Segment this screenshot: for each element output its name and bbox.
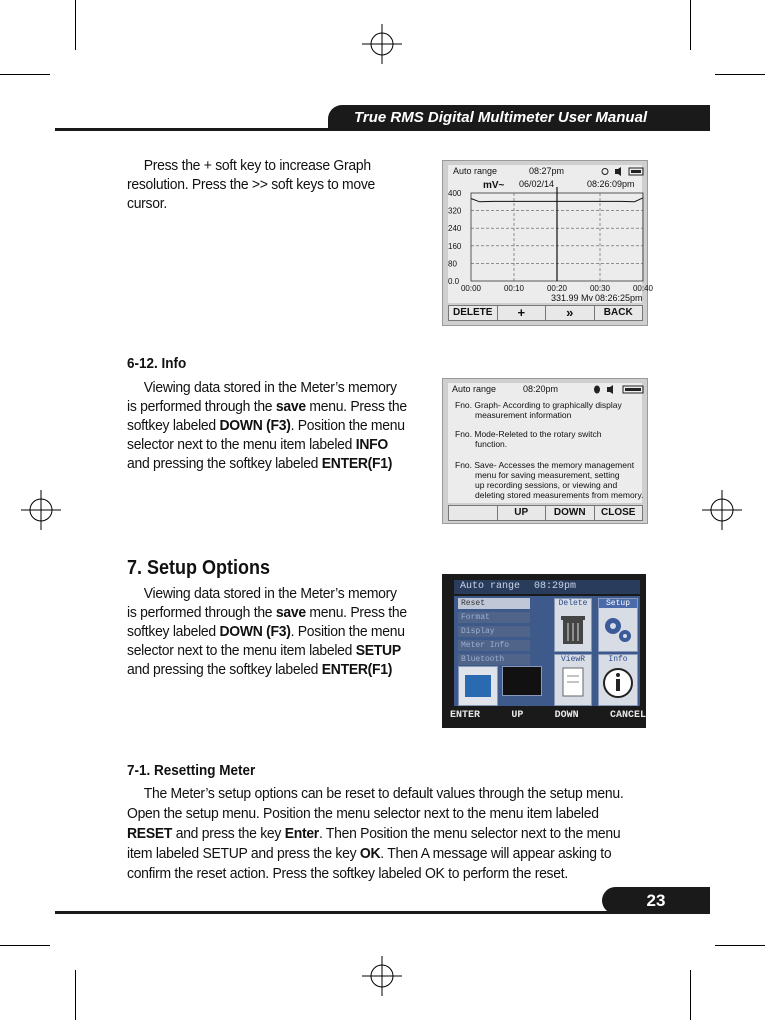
- intro-line: cursor.: [127, 195, 167, 212]
- y-tick-label: 240: [448, 224, 462, 234]
- crop-mark: [715, 945, 765, 946]
- info-line: and pressing the softkey labeled ENTER(F1): [127, 455, 393, 472]
- status-icons: [593, 385, 645, 394]
- info-text: Fno. Save- Accesses the memory management: [455, 460, 635, 470]
- tile-setup[interactable]: [598, 598, 638, 652]
- range-mode: Auto range: [452, 384, 497, 394]
- setup-paragraph: [127, 584, 434, 679]
- info-line: Viewing data stored in the Meter’s memory: [143, 379, 397, 396]
- setup-menu-list: [458, 598, 530, 665]
- tile-middle[interactable]: [502, 666, 542, 696]
- crop-mark: [0, 945, 50, 946]
- info-paragraph: [127, 378, 434, 473]
- menu-item-display[interactable]: Display: [458, 626, 530, 637]
- crop-mark: [715, 74, 765, 75]
- setup-line: and pressing the softkey labeled ENTER(F1): [127, 661, 393, 678]
- menu-item-meter-info[interactable]: Meter Info: [458, 640, 530, 651]
- menu-item-bluetooth[interactable]: Bluetooth: [458, 654, 530, 665]
- plus-softkey[interactable]: +: [497, 305, 547, 321]
- gears-icon: [599, 608, 637, 648]
- tile-delete[interactable]: [554, 598, 592, 652]
- crop-mark: [75, 970, 76, 1020]
- setup-screen-photo: [442, 574, 646, 728]
- tile-label: Info: [608, 655, 628, 664]
- next-cursor-softkey[interactable]: »: [545, 305, 595, 321]
- info-line: selector next to the menu item labeled INFO: [127, 436, 388, 453]
- setup-line: selector next to the menu item labeled SETUP: [127, 642, 401, 659]
- menu-item-format[interactable]: Format: [458, 612, 530, 623]
- tile-label: Setup: [599, 599, 637, 608]
- down-softkey[interactable]: DOWN: [545, 505, 595, 521]
- close-softkey[interactable]: CLOSE: [594, 505, 644, 521]
- running-header: True RMS Digital Multimeter User Manual: [328, 105, 710, 131]
- info-text: up recording sessions, or viewing and: [475, 480, 618, 490]
- info-icon: [599, 664, 637, 702]
- intro-paragraph: [127, 156, 425, 213]
- x-tick-label: 00:00: [460, 284, 482, 293]
- screen-time: 08:20pm: [523, 384, 559, 394]
- registration-mark-icon: [21, 490, 61, 530]
- tile-viewr[interactable]: [554, 654, 592, 706]
- registration-mark-icon: [362, 24, 402, 64]
- setup-line: softkey labeled DOWN (F3). Position the menu: [127, 623, 405, 640]
- registration-mark-icon: [362, 956, 402, 996]
- info-screen: [442, 378, 648, 524]
- up-softkey[interactable]: UP: [511, 710, 524, 721]
- crop-mark: [0, 74, 50, 75]
- x-tick-label: 00:30: [589, 284, 611, 293]
- reset-line: item labeled SETUP and press the key OK. Then A message will appear asking to: [127, 845, 612, 862]
- x-tick-label: 00:40: [632, 284, 654, 293]
- y-tick-label: 400: [448, 189, 462, 198]
- setup-line: Viewing data stored in the Meter’s memory: [143, 585, 397, 602]
- reset-paragraph: [127, 784, 648, 884]
- registration-mark-icon: [702, 490, 742, 530]
- photo-softkeys: [450, 710, 646, 724]
- tile-info[interactable]: [598, 654, 638, 706]
- y-tick-label: 320: [448, 206, 462, 216]
- reading-value: 331.99 Mv: [551, 293, 594, 303]
- screen-time: 08:27pm: [529, 166, 565, 176]
- reading-time: 08:26:25pm: [595, 293, 643, 303]
- tile-label: Delete: [558, 599, 588, 608]
- reset-line: Open the setup menu. Position the menu selector next to the menu item labeled: [127, 805, 599, 822]
- section-heading-info: 6-12. Info: [127, 355, 187, 372]
- reset-line: The Meter’s setup options can be reset to default values through the setup menu.: [143, 785, 624, 802]
- info-line: softkey labeled DOWN (F3). Position the menu: [127, 417, 405, 434]
- section-heading-setup: 7. Setup Options: [127, 557, 271, 579]
- graph-screen: [442, 160, 654, 326]
- tile-left[interactable]: [458, 666, 498, 706]
- reset-line: confirm the reset action. Press the softkey labeled OK to perform the reset.: [127, 865, 568, 882]
- graph-date: 06/02/14: [519, 179, 555, 189]
- delete-softkey[interactable]: DELETE: [448, 305, 498, 321]
- enter-softkey[interactable]: ENTER: [450, 710, 481, 721]
- reset-line: RESET and press the key Enter. Then Position the menu selector next to the menu: [127, 825, 621, 842]
- setup-line: is performed through the save menu. Press the: [127, 604, 407, 621]
- crop-mark: [75, 0, 76, 50]
- info-text: Fno. Mode-Releted to the rotary switch: [455, 429, 602, 439]
- tile-label: ViewR: [560, 655, 585, 664]
- crop-mark: [690, 0, 691, 50]
- down-softkey[interactable]: DOWN: [554, 710, 579, 721]
- info-text: Fno. Graph- According to graphically display: [455, 400, 622, 410]
- info-text: menu for saving measurement, setting: [475, 470, 620, 480]
- page-number: 23: [602, 887, 710, 914]
- info-text: function.: [475, 439, 508, 449]
- x-tick-label: 00:10: [503, 284, 525, 293]
- up-softkey[interactable]: UP: [497, 505, 547, 521]
- trash-icon: [555, 608, 591, 648]
- info-text: measurement information: [475, 410, 572, 420]
- info-text: deleting stored measurements from memory.: [475, 490, 644, 500]
- photo-topbar: Auto range 08:29pm: [454, 580, 640, 594]
- info-line: is performed through the save menu. Press the: [127, 398, 407, 415]
- back-softkey[interactable]: BACK: [594, 305, 644, 321]
- y-tick-label: 160: [448, 241, 462, 251]
- crop-mark: [690, 970, 691, 1020]
- y-tick-label: 80: [448, 259, 457, 269]
- document-icon: [555, 664, 591, 702]
- unit-label: mV~: [483, 180, 505, 191]
- menu-item-reset[interactable]: Reset: [458, 598, 530, 609]
- record-icon: [459, 667, 497, 705]
- section-heading-reset: 7-1. Resetting Meter: [127, 762, 256, 779]
- y-tick-label: 0.0: [448, 277, 460, 286]
- blank-softkey[interactable]: [448, 505, 498, 521]
- intro-line: resolution. Press the >> soft keys to move: [127, 176, 376, 193]
- intro-line: Press the + soft key to increase Graph: [143, 157, 371, 174]
- graph-clock: 08:26:09pm: [587, 179, 635, 189]
- range-mode: Auto range: [453, 166, 498, 176]
- cancel-softkey[interactable]: CANCEL: [609, 710, 646, 721]
- x-tick-label: 00:20: [546, 284, 568, 293]
